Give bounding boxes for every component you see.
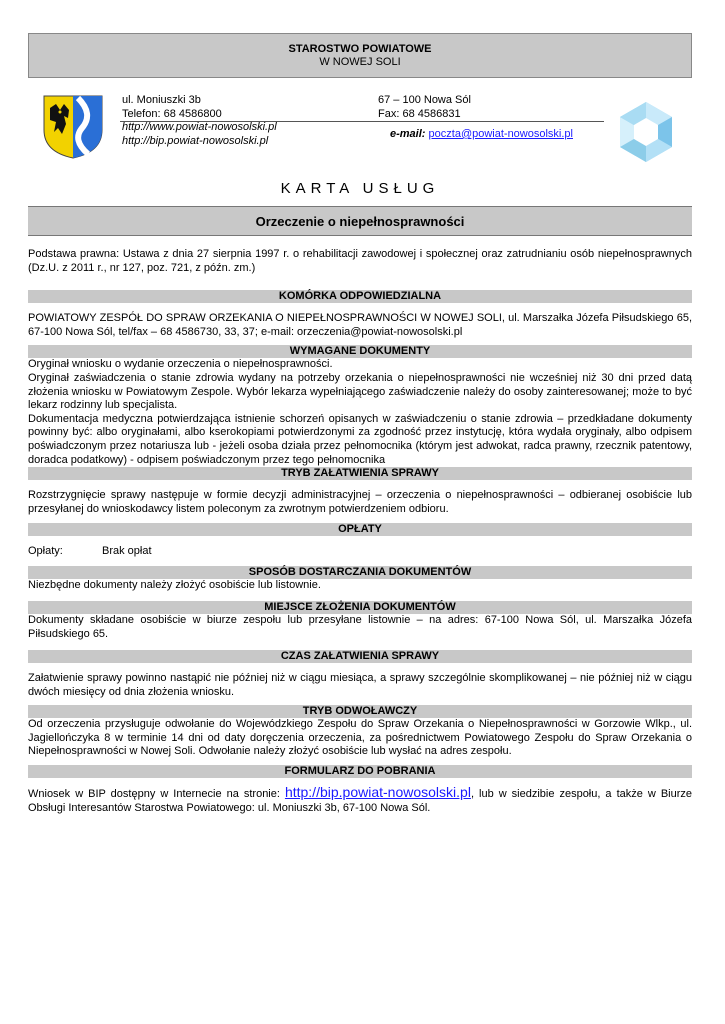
- section-appeal: TRYB ODWOŁAWCZY: [28, 705, 692, 718]
- document-title: Orzeczenie o niepełnosprawności: [28, 206, 692, 236]
- delivery-text: Niezbędne dokumenty należy złożyć osobiście lub listownie.: [28, 579, 321, 592]
- form-text: [28, 786, 692, 815]
- contact-header: [28, 78, 692, 176]
- required-doc-2: Oryginał zaświadczenia o stanie zdrowia wydany na potrzeby orzekania o niepełnosprawności nie wcześniej niż 30 dni przed datą złożenia wniosku w Powiatowym Zespole. Wybór lekarza wypełniającego zaświadczenie należy do osoby zainteresowanej; może to być lekarz rodzinny lub specjalista.: [28, 371, 692, 412]
- procedure-text: Rozstrzygnięcie sprawy następuje w formie decyzji administracyjnej – orzeczenia o niepełnosprawności – odbieranej osobiście lub przesyłanej do wnioskodawcy listem poleconym za zwrotnym potwierdzeniem odbioru.: [28, 489, 692, 515]
- email-label: e-mail: [390, 128, 422, 140]
- email-colon: :: [421, 128, 429, 140]
- website-link[interactable]: http://www.powiat-nowosolski.pl: [122, 121, 277, 133]
- karta-heading: KARTA USŁUG: [280, 180, 440, 197]
- form-text-pre: Wniosek w BIP dostępny w Internecie na stronie:: [28, 788, 285, 801]
- place-text: Dokumenty składane osobiście w biurze zespołu lub przesyłane listownie – na adres: 67-100 Nowa Sól, ul. Marszałka Józefa Piłsudskiego 65.: [28, 613, 692, 640]
- bip-form-link[interactable]: http://bip.powiat-nowosolski.pl: [284, 784, 471, 801]
- section-delivery: SPOSÓB DOSTARCZANIA DOKUMENTÓW: [28, 566, 692, 579]
- email-link[interactable]: poczta@powiat-nowosolski.pl: [428, 128, 573, 140]
- street: ul. Moniuszki 3b: [122, 94, 201, 106]
- coat-of-arms-icon: [42, 94, 104, 160]
- responsible-unit-text: POWIATOWY ZESPÓŁ DO SPRAW ORZEKANIA O NIEPEŁNOSPRAWNOŚCI W NOWEJ SOLI, ul. Marszałka Józefa Piłsudskiego 65, 67-100 Nowa Sól, tel/fax – 68 4586730, 33, 37; e-mail: orzeczenia@powiat-nowosolski.pl: [28, 312, 692, 338]
- section-place: MIEJSCE ZŁOŻENIA DOKUMENTÓW: [28, 601, 692, 614]
- office-header: [28, 33, 692, 78]
- fees-row: [28, 545, 692, 558]
- hexagon-logo-icon: [618, 100, 674, 164]
- section-form: FORMULARZ DO POBRANIA: [28, 765, 692, 778]
- section-required-documents: WYMAGANE DOKUMENTY: [28, 345, 692, 358]
- legal-basis: Podstawa prawna: Ustawa z dnia 27 sierpnia 1997 r. o rehabilitacji zawodowej i społecznej oraz zatrudnianiu osób niepełnosprawnych (Dz.U. z 2011 r., nr 127, poz. 721, z późn. zm.): [28, 248, 692, 274]
- fees-value: Brak opłat: [102, 545, 152, 558]
- address-right: [378, 94, 608, 121]
- section-fees: OPŁATY: [28, 523, 692, 536]
- office-city: W NOWEJ SOLI: [319, 56, 401, 68]
- fees-label: Opłaty:: [28, 545, 63, 558]
- bip-link[interactable]: http://bip.powiat-nowosolski.pl: [122, 134, 269, 147]
- section-responsible-unit: KOMÓRKA ODPOWIEDZIALNA: [28, 290, 692, 303]
- divider: [120, 121, 604, 122]
- required-doc-1: Oryginał wniosku o wydanie orzeczenia o niepełnosprawności.: [28, 358, 333, 371]
- office-name: STAROSTWO POWIATOWE: [288, 43, 432, 55]
- postal-code: 67 – 100 Nowa Sól: [378, 94, 471, 106]
- section-time: CZAS ZAŁATWIENIA SPRAWY: [28, 650, 692, 663]
- email-line: [390, 128, 573, 140]
- document-page: [28, 33, 692, 815]
- phone: Telefon: 68 4586800: [122, 107, 222, 120]
- form-text-post: , lub w siedzibie zespołu, a także w Biurze Obsługi Interesantów Starostwa Powiatowego: ul. Moniuszki 3b, 67-100 Nowa Sól.: [28, 788, 692, 814]
- appeal-text: Od orzeczenia przysługuje odwołanie do Wojewódzkiego Zespołu do Spraw Orzekania o Niepełnosprawności w Gorzowie Wlkp., ul. Jagiellończyka 8 w terminie 14 dni od daty doręczenia orzeczenia, za pośrednictwem Powiatowego Zespołu do Spraw Orzekania o Niepełnosprawności w Nowej Soli. Odwołanie należy złożyć osobiście lub wysłać na adres zespołu.: [28, 718, 692, 758]
- time-text: Załatwienie sprawy powinno nastąpić nie później niż w ciągu miesiąca, a sprawy szczególnie skomplikowanej – nie później niż w ciągu dwóch miesięcy od dnia złożenia wniosku.: [28, 672, 692, 698]
- fax: Fax: 68 4586831: [378, 107, 461, 120]
- required-doc-3: Dokumentacja medyczna potwierdzająca istnienie schorzeń opisanych w zaświadczeniu o stanie zdrowia – przedkładane dokumenty powinny być: albo oryginałami, albo kserokopiami potwierdzonymi za zgodność przez instytucję, która wydała oryginały, albo odpisem poświadczonym przez notariusza lub - jeżeli osoba działa przez pełnomocnika (którym jest adwokat, radca prawny, rzecznik patentowy, doradca podatkowy) - odpisem poświadczonym przez tego pełnomocnika: [28, 412, 692, 466]
- section-procedure: TRYB ZAŁATWIENIA SPRAWY: [28, 467, 692, 480]
